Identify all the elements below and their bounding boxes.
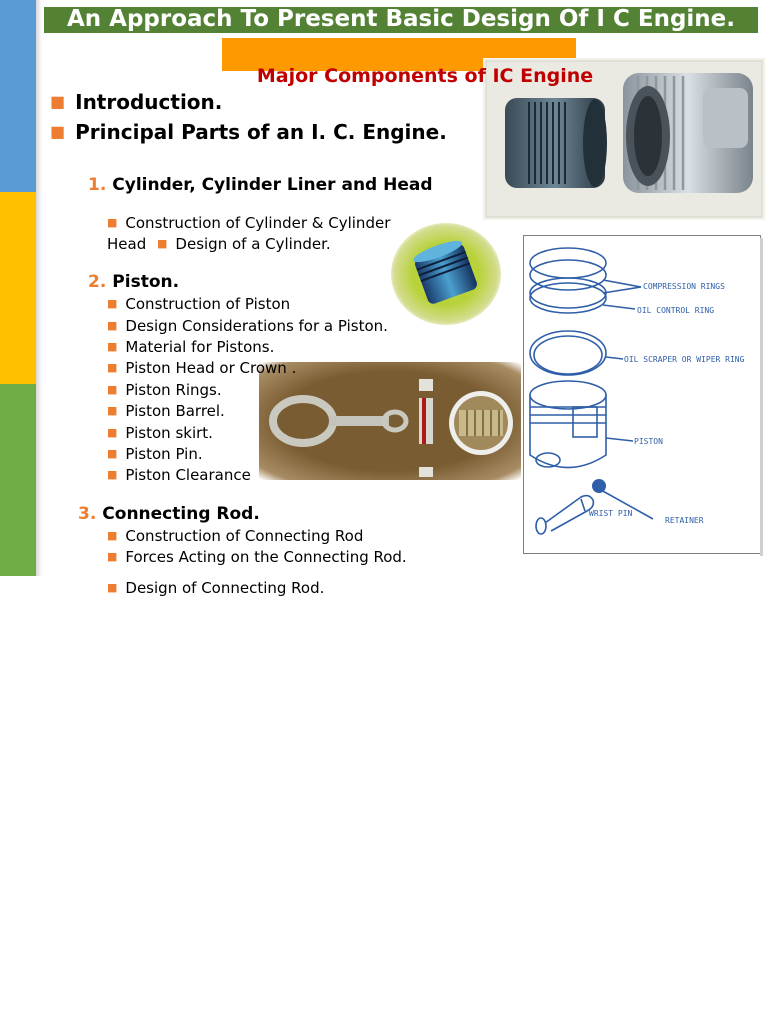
section-2-item: ■ Piston Rings.	[107, 381, 222, 399]
section-1-item: Head ■ Design of a Cylinder.	[107, 235, 331, 253]
section-2-item: ■ Piston Pin.	[107, 445, 203, 463]
bullet-square-icon: ■	[107, 361, 118, 374]
section-3-item: ■ Design of Connecting Rod.	[107, 579, 325, 597]
label-compression-rings: COMPRESSION RINGS	[643, 282, 725, 291]
bullet-square-icon: ■	[107, 581, 118, 594]
section-3-item: ■ Construction of Connecting Rod	[107, 527, 364, 545]
bullet-square-icon: ■	[107, 550, 118, 563]
section-2-item: ■ Piston Clearance	[107, 466, 251, 484]
side-bar-yellow	[0, 192, 36, 384]
section-2-item: ■ Piston Barrel.	[107, 402, 225, 420]
section-2-item: ■ Piston Head or Crown .	[107, 359, 297, 377]
bullet-square-icon: ■	[50, 122, 66, 141]
side-bar-green	[0, 384, 36, 576]
section-3-heading: 3. Connecting Rod.	[78, 504, 260, 524]
bullet-square-icon: ■	[107, 319, 118, 332]
bullet-square-icon: ■	[107, 447, 118, 460]
bullet-square-icon: ■	[157, 237, 168, 250]
slide-subtitle: Major Components of IC Engine	[256, 65, 594, 87]
bullet-square-icon: ■	[107, 216, 118, 229]
section-3-item: ■ Forces Acting on the Connecting Rod.	[107, 548, 407, 566]
section-2-heading: 2. Piston.	[88, 272, 180, 292]
label-retainer: RETAINER	[665, 516, 704, 525]
label-oil-scraper: OIL SCRAPER OR WIPER RING	[624, 355, 745, 364]
bullet-square-icon: ■	[50, 92, 66, 111]
label-wrist-pin: WRIST PIN	[589, 509, 633, 518]
connecting-rod-photo	[259, 362, 521, 480]
bullet-square-icon: ■	[107, 404, 118, 417]
bullet-square-icon: ■	[107, 529, 118, 542]
bullet-square-icon: ■	[107, 468, 118, 481]
slide-title: An Approach To Present Basic Design Of I C Engine.	[66, 6, 736, 32]
piston-photo	[390, 222, 502, 326]
bullet-square-icon: ■	[107, 383, 118, 396]
section-2-item: ■ Piston skirt.	[107, 424, 213, 442]
section-1-heading: 1. Cylinder, Cylinder Liner and Head	[88, 175, 433, 195]
piston-rings-diagram	[523, 235, 763, 557]
section-1-item: ■ Construction of Cylinder & Cylinder	[107, 214, 391, 232]
bullet-square-icon: ■	[107, 340, 118, 353]
side-bar-blue	[0, 0, 36, 192]
label-piston: PISTON	[634, 437, 663, 446]
bullet-principal-parts: ■ Principal Parts of an I. C. Engine.	[50, 120, 447, 144]
bullet-square-icon: ■	[107, 297, 118, 310]
section-2-item: ■ Design Considerations for a Piston.	[107, 317, 388, 335]
section-2-item: ■ Material for Pistons.	[107, 338, 275, 356]
section-2-item: ■ Construction of Piston	[107, 295, 291, 313]
bullet-square-icon: ■	[107, 426, 118, 439]
bullet-introduction: ■ Introduction.	[50, 90, 223, 114]
side-bar-shadow	[36, 0, 42, 576]
label-oil-control-ring: OIL CONTROL RING	[637, 306, 715, 315]
